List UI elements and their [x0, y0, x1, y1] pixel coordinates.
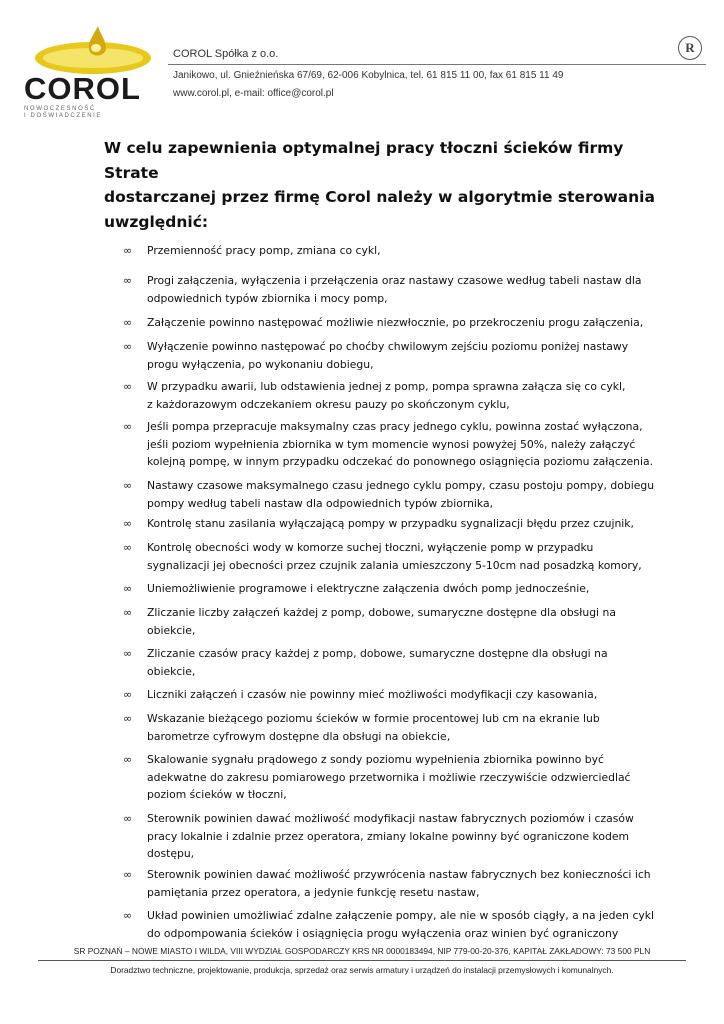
list-item-text: pracy lokalnie i zdalnie przez operatora, zmiany lokalne powinny być ograniczone kodem: [147, 829, 630, 843]
list-item-text: Liczniki załączeń i czasów nie powinny mieć możliwości modyfikacji czy kasowania,: [147, 688, 598, 701]
list-item-text: Kontrolę stanu zasilania wyłączającą pompy w przypadku sygnalizacji błędu przez czujnik,: [147, 517, 634, 530]
list-item-text: Załączenie powinno następować możliwie niezwłocznie, po przekroczeniu progu załączenia,: [147, 316, 644, 329]
footer-services: Doradztwo techniczne, projektowanie, produkcja, sprzedaż oraz serwis armatury i urządzeń do instalacji przemysłowych i komunalnych.: [110, 965, 614, 975]
bullet-icon: ∞: [123, 316, 133, 329]
list-item-text: Układ powinien umożliwiać zdalne załączenie pompy, ale nie w sposób ciągły, a na jeden cykl: [147, 909, 655, 922]
list-item-text: Skalowanie sygnału prądowego z sondy poziomu wypełnienia zbiornika powinno być: [147, 753, 604, 766]
list-item-text: Sterownik powinien dawać możliwość modyfikacji nastaw fabrycznych poziomów i czasów: [147, 812, 634, 825]
header-divider: [168, 64, 706, 65]
list-item: [123, 338, 667, 373]
list-item-text: barometrze cyfrowym dostępne dla obsługi na obiekcie,: [147, 729, 451, 743]
document-title: W celu zapewnienia optymalnej pracy tłoczni ścieków firmy Strate dostarczanej przez firmę Corol należy w algorytmie sterowania uwzględnić:: [104, 139, 655, 231]
list-item: [123, 580, 667, 598]
list-item: [123, 418, 667, 471]
list-item-text: odpowiednich typów zbiornika i mocy pomp,: [147, 291, 388, 305]
list-item-text: Jeśli pompa przepracuje maksymalny czas pracy jednego cyklu, powinna zostać wyłączona,: [147, 420, 643, 433]
list-item-text: W przypadku awarii, lub odstawienia jednej z pomp, pompa sprawna załącza się co cykl,: [147, 380, 626, 393]
list-item: [123, 751, 667, 804]
list-item-text: do odpompowania ścieków i osiągnięcia progu wyłączenia oraz winien być ograniczony: [147, 926, 619, 940]
company-address: Janikowo, ul. Gnieźnieńska 67/69, 62-006 Kobylnica, tel. 61 815 11 00, fax 61 815 11 49: [173, 70, 564, 81]
bullet-icon: ∞: [123, 688, 133, 701]
registered-mark-icon: R: [678, 36, 702, 60]
list-item-text: Przemienność pracy pomp, zmiana co cykl,: [147, 244, 381, 257]
bullet-icon: ∞: [123, 868, 133, 881]
list-item-text: Uniemożliwienie programowe i elektryczne załączenia dwóch pomp jednocześnie,: [147, 582, 590, 595]
list-item-text: Zliczanie czasów pracy każdej z pomp, dobowe, sumaryczne dostępne dla obsługi na: [147, 647, 608, 660]
list-item: [123, 539, 667, 574]
bullet-icon: ∞: [123, 244, 133, 257]
list-item-text: Wskazanie bieżącego poziomu ścieków w formie procentowej lub cm na ekranie lub: [147, 712, 600, 725]
bullet-icon: ∞: [123, 541, 133, 554]
footer-divider: [38, 960, 686, 961]
list-item: [123, 477, 667, 512]
bullet-icon: ∞: [123, 380, 133, 393]
list-item-text: Wyłączenie powinno następować po choćby chwilowym zejściu poziomu poniżej nastawy: [147, 340, 629, 353]
list-item-text: Progi załączenia, wyłączenia i przełączenia oraz nastawy czasowe według tabeli nastaw dla: [147, 274, 642, 287]
list-item-text: Kontrolę obecności wody w komorze suchej tłoczni, wyłączenie pomp w przypadku: [147, 541, 594, 554]
list-item-text: Nastawy czasowe maksymalnego czasu jednego cyklu pompy, czasu postoju pompy, dobiegu: [147, 479, 655, 492]
list-item-text: pompy według tabeli nastaw dla odpowiednich typów zbiornika,: [147, 496, 494, 510]
bullet-icon: ∞: [123, 517, 133, 530]
bullet-icon: ∞: [123, 606, 133, 619]
list-item: [123, 314, 667, 332]
bullet-icon: ∞: [123, 274, 133, 287]
bullet-icon: ∞: [123, 647, 133, 660]
list-item-text: Sterownik powinien dawać możliwość przywrócenia nastaw fabrycznych bez konieczności ich: [147, 868, 651, 881]
list-item-text: Zliczanie liczby załączeń każdej z pomp, dobowe, sumaryczne dostępne dla obsługi na: [147, 606, 616, 619]
bullet-icon: ∞: [123, 340, 133, 353]
list-item: [123, 242, 667, 260]
list-item: [123, 686, 667, 704]
bullet-icon: ∞: [123, 753, 133, 766]
bullet-icon: ∞: [123, 479, 133, 492]
bullet-icon: ∞: [123, 712, 133, 725]
list-item-text: dostępu,: [147, 847, 195, 860]
list-item-text: jeśli poziom wypełnienia zbiornika w tym momencie wynosi powyżej 50%, należy załączyć: [147, 437, 636, 451]
list-item: [123, 645, 667, 680]
corol-logo: [10, 22, 160, 119]
list-item-text: z każdorazowym odczekaniem okresu pauzy po skończonym cyklu,: [147, 397, 510, 411]
list-item-text: kolejną pompę, w innym przypadku odczekać do ponownego osiągnięcia poziomu załączenia.: [147, 455, 654, 468]
bullet-icon: ∞: [123, 420, 133, 433]
list-item: [123, 378, 667, 413]
list-item-text: progu wyłączenia, po wykonaniu dobiegu,: [147, 357, 374, 371]
list-item: [123, 272, 667, 307]
list-item-text: obiekcie,: [147, 623, 196, 637]
logo-wordmark: COROL: [24, 71, 141, 106]
list-item-text: pamiętania przez operatora, a jedynie funkcję resetu nastaw,: [147, 885, 480, 899]
list-item-text: sygnalizacji jej obecności przez czujnik zalania umieszczony 5-10cm nad posadzką komory,: [147, 558, 642, 572]
logo-tagline: NOWOCZESNOŚĆ I DOŚWIADCZENIE: [24, 106, 103, 119]
list-item-text: obiekcie,: [147, 664, 196, 678]
list-item-text: poziom ścieków w tłoczni,: [147, 788, 287, 801]
list-item: [123, 810, 667, 863]
list-item: [123, 515, 667, 533]
bullet-icon: ∞: [123, 909, 133, 922]
bullet-icon: ∞: [123, 582, 133, 595]
list-item-text: adekwatne do zakresu pomiarowego przetwornika i możliwie rzeczywiście odzwierciedlać: [147, 770, 631, 784]
list-item: [123, 710, 667, 745]
bullet-icon: ∞: [123, 812, 133, 825]
footer-registration: SR POZNAŃ – NOWE MIASTO I WILDA, VIII WYDZIAŁ GOSPODARCZY KRS NR 0000183494, NIP 779-00-20-376, KAPITAŁ ZAKŁADOWY: 73 500 PLN: [73, 946, 651, 956]
list-item: [123, 907, 667, 942]
company-contact: www.corol.pl, e-mail: office@corol.pl: [173, 88, 334, 99]
company-name: COROL Spółka z o.o.: [173, 48, 279, 60]
list-item: [123, 604, 667, 639]
list-item: [123, 866, 667, 901]
